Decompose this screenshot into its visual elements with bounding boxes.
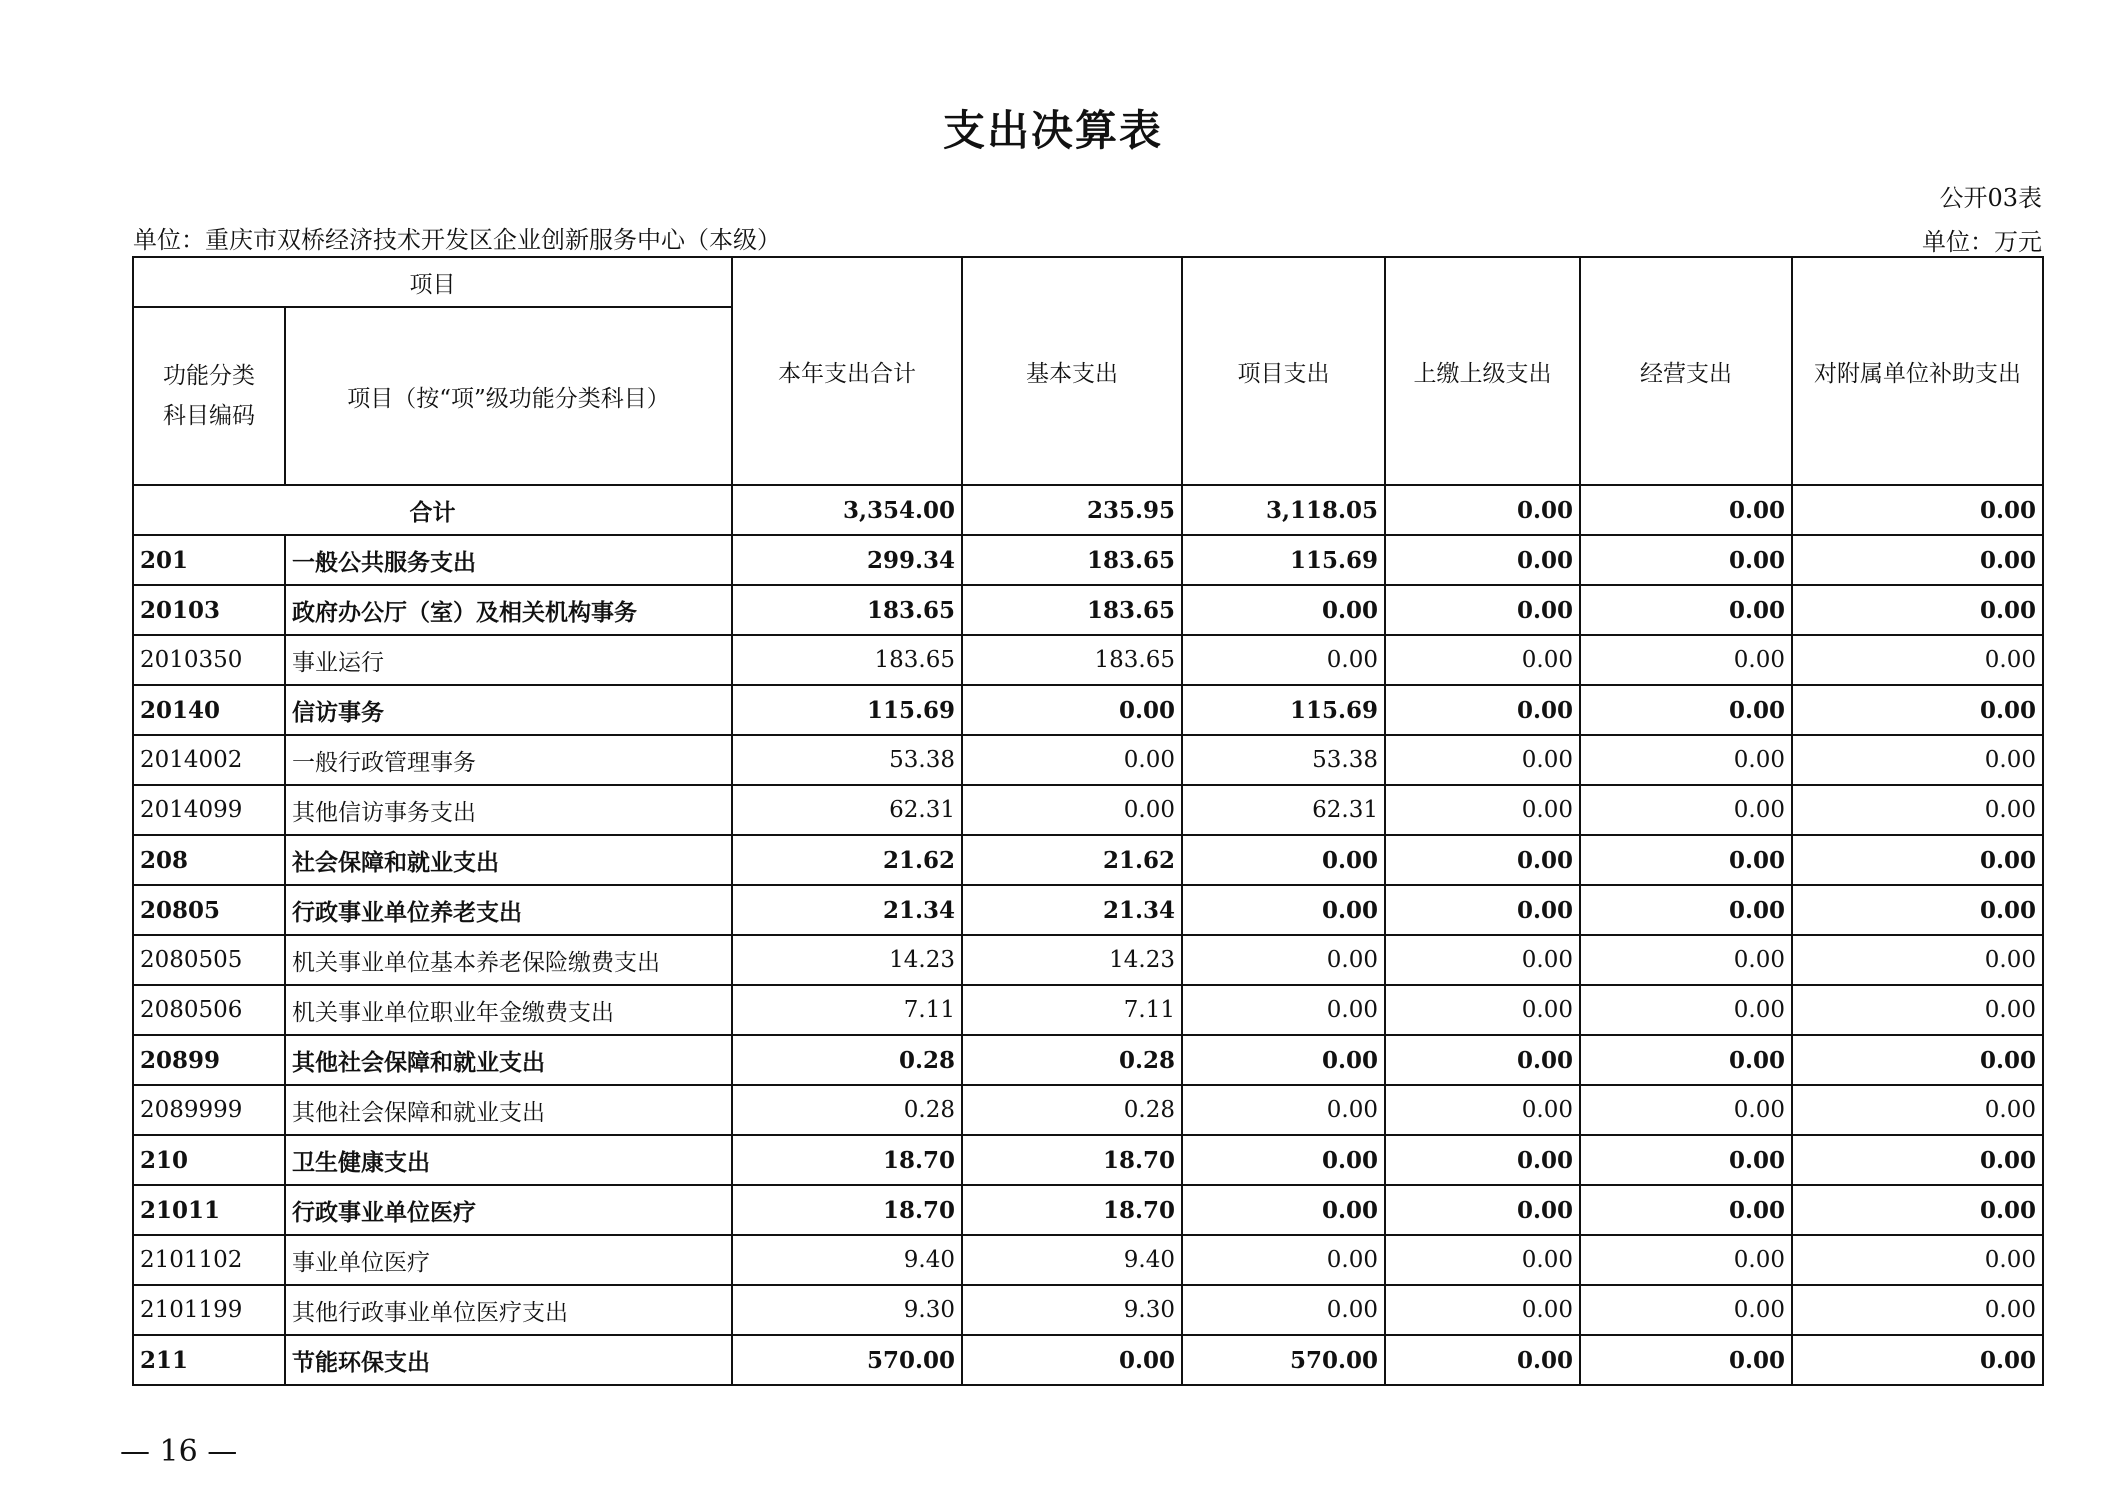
row-code: 20805 xyxy=(133,885,285,935)
row-value: 18.70 xyxy=(962,1185,1182,1235)
row-code: 2014002 xyxy=(133,735,285,785)
row-value: 0.00 xyxy=(1182,585,1385,635)
row-value: 0.00 xyxy=(1385,735,1580,785)
row-value: 183.65 xyxy=(732,635,962,685)
table-row xyxy=(133,1035,2043,1085)
row-value: 0.00 xyxy=(1580,935,1792,985)
row-value: 0.00 xyxy=(1792,1035,2043,1085)
row-name: 机关事业单位职业年金缴费支出 xyxy=(285,985,732,1035)
row-code: 210 xyxy=(133,1135,285,1185)
row-name: 其他行政事业单位医疗支出 xyxy=(285,1285,732,1335)
row-code: 2080505 xyxy=(133,935,285,985)
row-name: 政府办公厅（室）及相关机构事务 xyxy=(285,585,732,635)
total-row xyxy=(133,485,2043,535)
row-value: 62.31 xyxy=(732,785,962,835)
row-value: 0.00 xyxy=(1385,785,1580,835)
row-value: 0.00 xyxy=(1580,585,1792,635)
table-row xyxy=(133,1335,2043,1385)
row-value: 0.00 xyxy=(1792,935,2043,985)
row-value: 0.00 xyxy=(1385,885,1580,935)
row-value: 0.00 xyxy=(1580,1035,1792,1085)
row-name: 行政事业单位医疗 xyxy=(285,1185,732,1235)
row-value: 0.00 xyxy=(1385,1285,1580,1335)
row-value: 0.00 xyxy=(1792,785,2043,835)
row-value: 0.00 xyxy=(1580,985,1792,1035)
row-name: 机关事业单位基本养老保险缴费支出 xyxy=(285,935,732,985)
row-value: 21.34 xyxy=(962,885,1182,935)
row-code: 2080506 xyxy=(133,985,285,1035)
row-value: 0.00 xyxy=(1580,1135,1792,1185)
row-value: 0.00 xyxy=(1792,685,2043,735)
row-value: 0.00 xyxy=(1385,685,1580,735)
row-value: 0.00 xyxy=(1182,1035,1385,1085)
row-code: 2101102 xyxy=(133,1235,285,1285)
row-value: 0.28 xyxy=(962,1085,1182,1135)
row-value: 183.65 xyxy=(732,585,962,635)
row-value: 0.00 xyxy=(1385,635,1580,685)
row-value: 0.00 xyxy=(1580,1285,1792,1335)
row-name: 卫生健康支出 xyxy=(285,1135,732,1185)
row-value: 0.00 xyxy=(1792,635,2043,685)
row-value: 183.65 xyxy=(962,585,1182,635)
row-name: 其他社会保障和就业支出 xyxy=(285,1035,732,1085)
row-code: 21011 xyxy=(133,1185,285,1235)
row-value: 0.00 xyxy=(1792,1335,2043,1385)
row-name: 行政事业单位养老支出 xyxy=(285,885,732,935)
row-value: 0.00 xyxy=(1385,585,1580,635)
row-value: 0.00 xyxy=(1385,1185,1580,1235)
row-name: 其他信访事务支出 xyxy=(285,785,732,835)
total-value: 3,354.00 xyxy=(732,485,962,535)
total-value: 235.95 xyxy=(962,485,1182,535)
row-value: 0.00 xyxy=(1385,1135,1580,1185)
row-value: 0.00 xyxy=(1385,985,1580,1035)
row-code: 2010350 xyxy=(133,635,285,685)
row-value: 115.69 xyxy=(1182,535,1385,585)
row-value: 9.30 xyxy=(732,1285,962,1335)
row-name: 节能环保支出 xyxy=(285,1335,732,1385)
row-value: 0.00 xyxy=(1385,1335,1580,1385)
table-row xyxy=(133,735,2043,785)
row-value: 53.38 xyxy=(1182,735,1385,785)
row-value: 0.00 xyxy=(1792,985,2043,1035)
total-value: 3,118.05 xyxy=(1182,485,1385,535)
row-value: 0.28 xyxy=(732,1035,962,1085)
header-project-expense: 项目支出 xyxy=(1182,257,1385,485)
row-value: 0.00 xyxy=(1580,1185,1792,1235)
row-value: 0.00 xyxy=(1580,785,1792,835)
table-number: 公开03表 xyxy=(1939,184,2042,212)
row-value: 0.00 xyxy=(1385,1085,1580,1135)
table-row xyxy=(133,935,2043,985)
row-value: 9.40 xyxy=(962,1235,1182,1285)
row-code: 2101199 xyxy=(133,1285,285,1335)
row-value: 0.00 xyxy=(1580,885,1792,935)
row-value: 18.70 xyxy=(962,1135,1182,1185)
expenditure-table xyxy=(132,256,2044,1386)
row-value: 0.00 xyxy=(1385,935,1580,985)
table-row xyxy=(133,535,2043,585)
row-value: 21.62 xyxy=(732,835,962,885)
row-name: 事业单位医疗 xyxy=(285,1235,732,1285)
row-value: 0.00 xyxy=(1182,1185,1385,1235)
row-code: 201 xyxy=(133,535,285,585)
table-row xyxy=(133,785,2043,835)
row-name: 一般公共服务支出 xyxy=(285,535,732,585)
row-value: 0.00 xyxy=(1385,1235,1580,1285)
row-value: 9.30 xyxy=(962,1285,1182,1335)
total-value: 0.00 xyxy=(1580,485,1792,535)
row-value: 0.00 xyxy=(1182,835,1385,885)
row-value: 570.00 xyxy=(1182,1335,1385,1385)
row-value: 0.00 xyxy=(1580,1335,1792,1385)
row-value: 0.28 xyxy=(732,1085,962,1135)
header-subsidiary-subsidy: 对附属单位补助支出 xyxy=(1792,257,2043,485)
row-value: 0.00 xyxy=(1580,735,1792,785)
table-row xyxy=(133,1235,2043,1285)
table-row xyxy=(133,685,2043,735)
row-value: 0.00 xyxy=(962,1335,1182,1385)
row-value: 115.69 xyxy=(732,685,962,735)
row-value: 0.00 xyxy=(1580,535,1792,585)
row-value: 0.00 xyxy=(1792,1235,2043,1285)
header-code xyxy=(133,307,285,485)
row-value: 0.00 xyxy=(1182,935,1385,985)
row-value: 0.00 xyxy=(1792,885,2043,935)
total-value: 0.00 xyxy=(1385,485,1580,535)
page-number: — 16 — xyxy=(120,1434,238,1469)
row-value: 14.23 xyxy=(732,935,962,985)
header-project: 项目 xyxy=(133,257,732,307)
row-value: 18.70 xyxy=(732,1185,962,1235)
row-name: 其他社会保障和就业支出 xyxy=(285,1085,732,1135)
row-code: 2014099 xyxy=(133,785,285,835)
header-total-expense: 本年支出合计 xyxy=(732,257,962,485)
table-body xyxy=(133,535,2043,1385)
row-value: 0.00 xyxy=(1580,1085,1792,1135)
row-value: 0.00 xyxy=(962,735,1182,785)
row-value: 0.00 xyxy=(1580,685,1792,735)
row-code: 211 xyxy=(133,1335,285,1385)
row-value: 0.00 xyxy=(1792,535,2043,585)
table-row xyxy=(133,585,2043,635)
row-value: 0.00 xyxy=(1182,985,1385,1035)
row-value: 62.31 xyxy=(1182,785,1385,835)
row-value: 0.00 xyxy=(1792,735,2043,785)
row-value: 0.00 xyxy=(1792,1135,2043,1185)
row-value: 0.00 xyxy=(1385,535,1580,585)
row-value: 0.00 xyxy=(1182,635,1385,685)
row-value: 570.00 xyxy=(732,1335,962,1385)
row-value: 0.00 xyxy=(1580,835,1792,885)
row-value: 0.00 xyxy=(1792,1285,2043,1335)
total-value: 0.00 xyxy=(1792,485,2043,535)
row-value: 14.23 xyxy=(962,935,1182,985)
header-code-label: 功能分类科目编码 xyxy=(163,363,255,429)
header-basic-expense: 基本支出 xyxy=(962,257,1182,485)
row-value: 21.62 xyxy=(962,835,1182,885)
header-operating-expense: 经营支出 xyxy=(1580,257,1792,485)
currency-unit: 单位：万元 xyxy=(1922,228,2042,256)
row-value: 183.65 xyxy=(962,535,1182,585)
row-value: 0.00 xyxy=(962,785,1182,835)
table-row xyxy=(133,635,2043,685)
row-value: 0.00 xyxy=(1385,835,1580,885)
row-value: 0.00 xyxy=(1792,1085,2043,1135)
row-value: 0.00 xyxy=(962,685,1182,735)
row-value: 0.00 xyxy=(1792,1185,2043,1235)
row-value: 21.34 xyxy=(732,885,962,935)
row-value: 0.00 xyxy=(1182,885,1385,935)
row-name: 事业运行 xyxy=(285,635,732,685)
row-value: 0.00 xyxy=(1182,1285,1385,1335)
row-value: 53.38 xyxy=(732,735,962,785)
row-value: 7.11 xyxy=(962,985,1182,1035)
table-row xyxy=(133,985,2043,1035)
row-code: 208 xyxy=(133,835,285,885)
total-label: 合计 xyxy=(133,485,732,535)
table-row xyxy=(133,1085,2043,1135)
row-value: 0.00 xyxy=(1182,1235,1385,1285)
row-code: 2089999 xyxy=(133,1085,285,1135)
row-code: 20140 xyxy=(133,685,285,735)
row-value: 0.00 xyxy=(1385,1035,1580,1085)
table-row xyxy=(133,1135,2043,1185)
header-remit-superior: 上缴上级支出 xyxy=(1385,257,1580,485)
table-row xyxy=(133,1185,2043,1235)
table-row xyxy=(133,885,2043,935)
table-row xyxy=(133,1285,2043,1335)
table-row xyxy=(133,835,2043,885)
row-value: 0.00 xyxy=(1792,585,2043,635)
header-item: 项目（按“项”级功能分类科目） xyxy=(285,307,732,485)
row-value: 115.69 xyxy=(1182,685,1385,735)
row-value: 299.34 xyxy=(732,535,962,585)
row-name: 一般行政管理事务 xyxy=(285,735,732,785)
report-title: 支出决算表 xyxy=(942,106,1163,155)
row-value: 18.70 xyxy=(732,1135,962,1185)
row-value: 0.00 xyxy=(1182,1135,1385,1185)
row-value: 0.00 xyxy=(1580,635,1792,685)
row-code: 20103 xyxy=(133,585,285,635)
row-value: 0.00 xyxy=(1182,1085,1385,1135)
organization-unit: 单位：重庆市双桥经济技术开发区企业创新服务中心（本级） xyxy=(133,226,781,254)
row-name: 社会保障和就业支出 xyxy=(285,835,732,885)
row-value: 9.40 xyxy=(732,1235,962,1285)
row-value: 7.11 xyxy=(732,985,962,1035)
row-value: 0.00 xyxy=(1792,835,2043,885)
row-code: 20899 xyxy=(133,1035,285,1085)
row-name: 信访事务 xyxy=(285,685,732,735)
row-value: 0.00 xyxy=(1580,1235,1792,1285)
row-value: 183.65 xyxy=(962,635,1182,685)
row-value: 0.28 xyxy=(962,1035,1182,1085)
